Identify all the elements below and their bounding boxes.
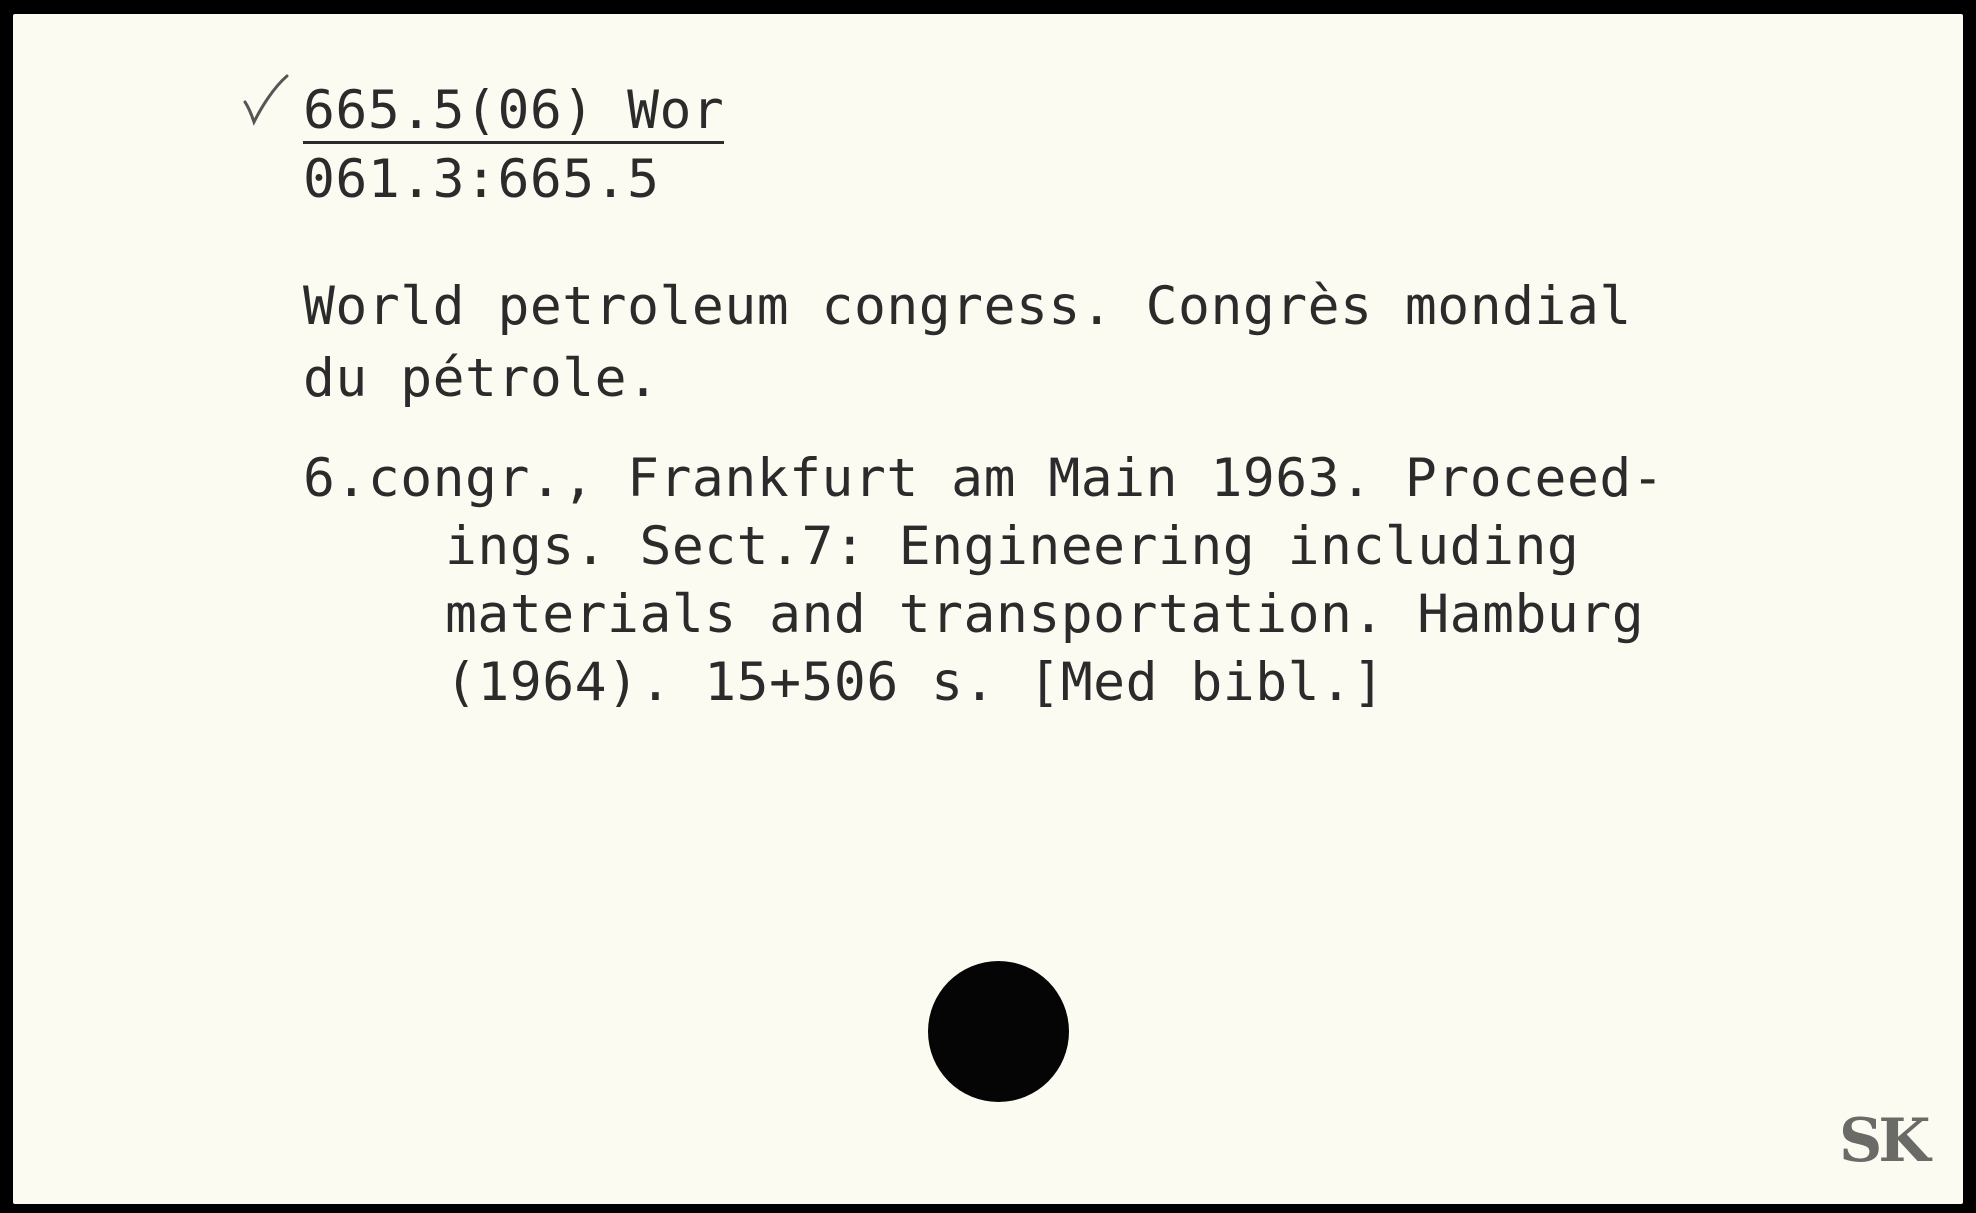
catalog-card	[13, 14, 1963, 1204]
imprint-line: materials and transportation. Hamburg	[445, 584, 1645, 645]
handwritten-check-icon	[241, 72, 291, 128]
call-number-primary: 665.5(06) Wor	[303, 84, 724, 144]
title-line: du pétrole.	[303, 348, 660, 409]
punch-hole	[928, 961, 1069, 1102]
imprint-line: (1964). 15+506 s. [Med bibl.]	[445, 652, 1385, 713]
call-number-secondary: 061.3:665.5	[303, 149, 660, 210]
sk-stamp: SK	[1839, 1106, 1927, 1176]
imprint-line: ings. Sect.7: Engineering including	[445, 516, 1580, 577]
imprint-line: 6.congr., Frankfurt am Main 1963. Proceed-	[303, 448, 1665, 509]
title-line: World petroleum congress. Congrès mondial	[303, 276, 1632, 337]
